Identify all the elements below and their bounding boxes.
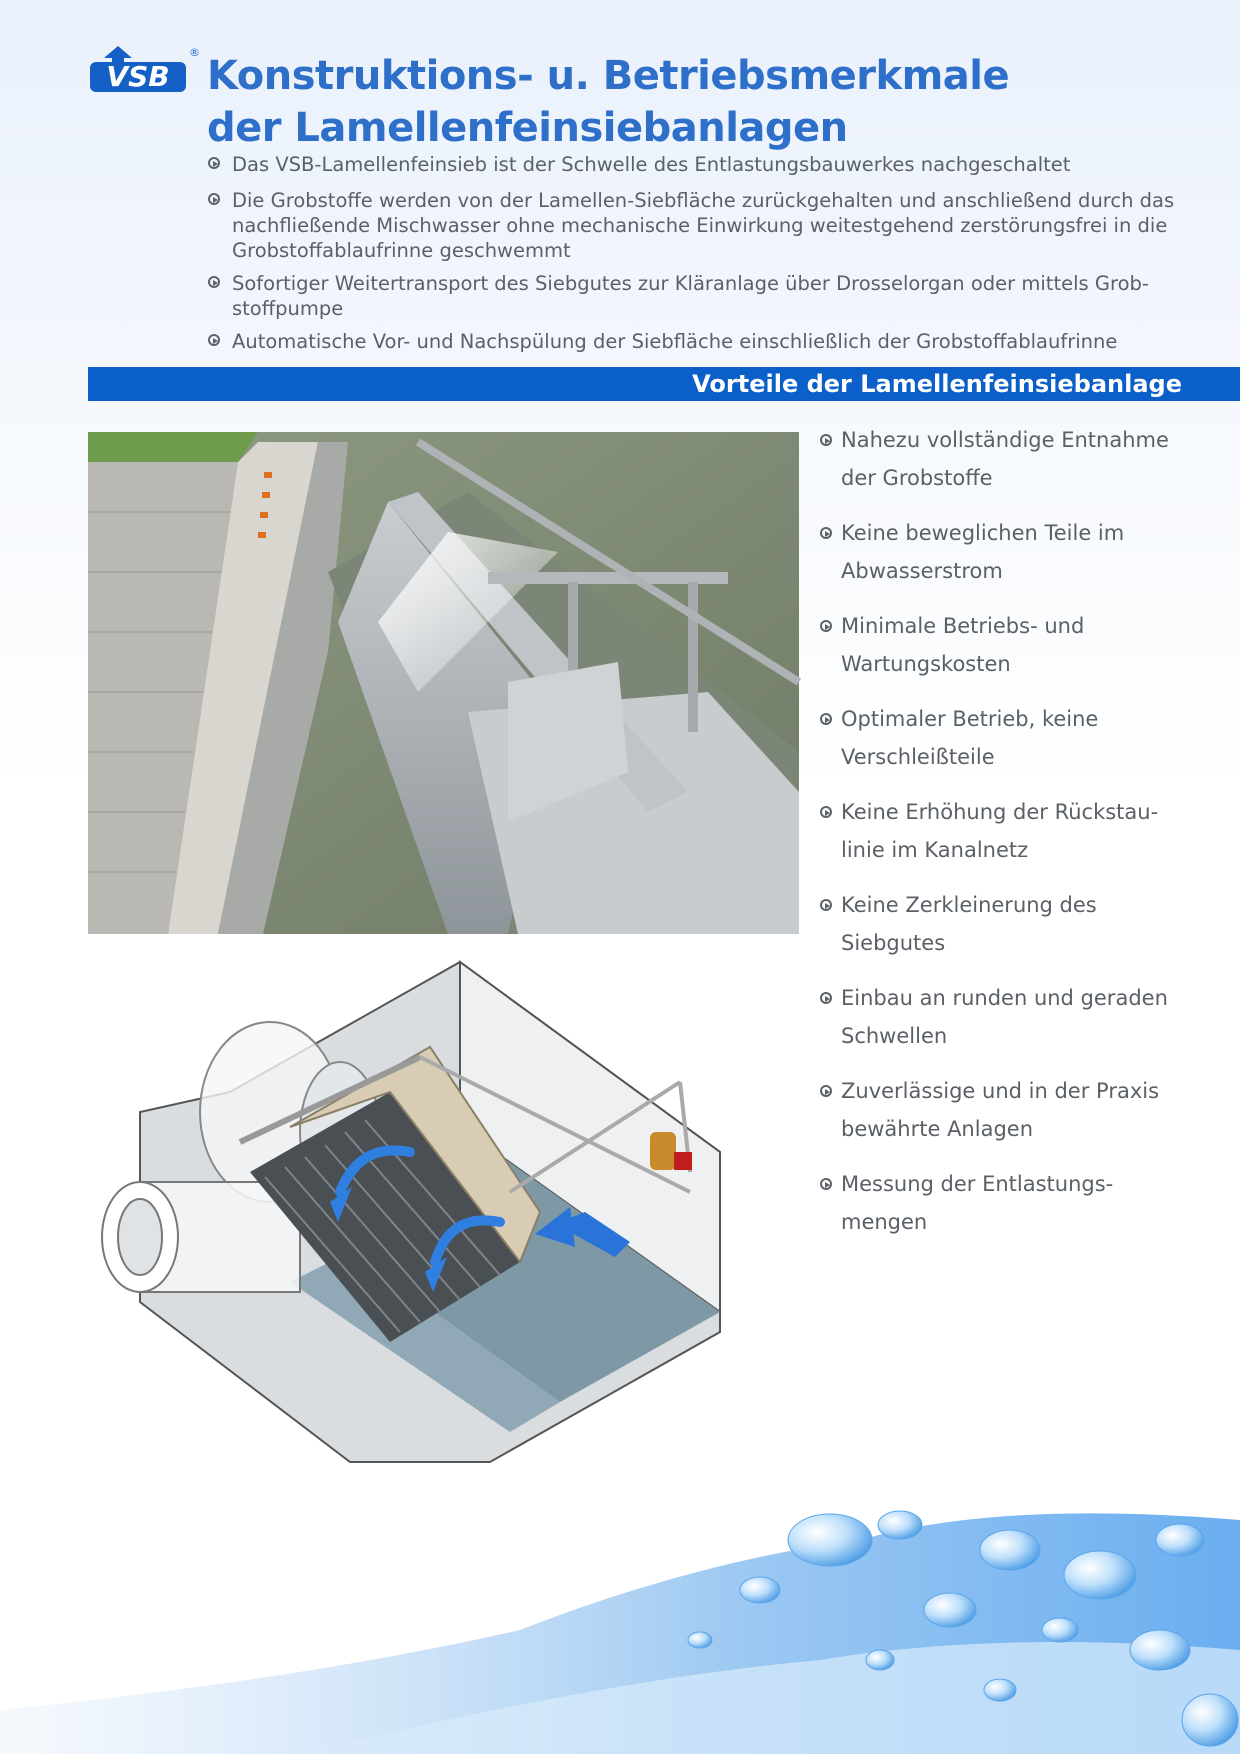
- feature-item: Sofortiger Weitertransport des Siebgutes zur Kläranlage über Drosselorgan oder mittels Grob-stoffpumpe: [208, 271, 1188, 321]
- title-line-1: Konstruktions- u. Betriebsmerkmale: [207, 53, 1010, 99]
- advantage-item: Keine Zerkleinerung des Siebgutes: [820, 887, 1190, 962]
- bullet-icon: [208, 193, 220, 205]
- logo-text: VSB: [106, 60, 170, 93]
- bullet-icon: [820, 527, 832, 539]
- bullet-icon: [820, 899, 832, 911]
- advantages-list: [820, 422, 1190, 1259]
- bullet-icon: [820, 713, 832, 725]
- advantage-item: Messung der Entlastungs-mengen: [820, 1166, 1190, 1241]
- advantage-item: Einbau an runden und geraden Schwellen: [820, 980, 1190, 1055]
- bullet-icon: [820, 1085, 832, 1097]
- advantage-item: Nahezu vollständige Entnahme der Grobstoffe: [820, 422, 1190, 497]
- bullet-icon: [208, 334, 220, 346]
- installation-photo: [88, 432, 799, 934]
- feature-item: Die Grobstoffe werden von der Lamellen-Siebfläche zurückgehalten und anschließend durch das nachfließende Mischwasser ohne mechanische Einwirkung weitestgehend zerstörungsfrei in die Grobstoffablaufrinne geschwemmt: [208, 188, 1188, 263]
- title-line-2: der Lamellenfeinsiebanlagen: [207, 105, 848, 151]
- features-list: [208, 152, 1188, 362]
- registered-mark: ®: [189, 46, 200, 59]
- advantage-item: Minimale Betriebs- und Wartungskosten: [820, 608, 1190, 683]
- bullet-icon: [820, 806, 832, 818]
- bullet-icon: [820, 992, 832, 1004]
- vsb-logo: [88, 44, 200, 96]
- bullet-icon: [820, 434, 832, 446]
- advantage-item: Optimaler Betrieb, keine Verschleißteile: [820, 701, 1190, 776]
- advantages-banner: Vorteile der Lamellenfeinsiebanlage: [88, 367, 1240, 401]
- feature-item: Automatische Vor- und Nachspülung der Siebfläche einschließlich der Grobstoffablaufrinne: [208, 329, 1188, 354]
- advantage-item: Zuverlässige und in der Praxis bewährte Anlagen: [820, 1073, 1190, 1148]
- advantage-item: Keine beweglichen Teile im Abwasserstrom: [820, 515, 1190, 590]
- bullet-icon: [820, 620, 832, 632]
- water-splash-decoration: [0, 1480, 1240, 1754]
- bullet-icon: [208, 276, 220, 288]
- advantage-item: Keine Erhöhung der Rückstau-linie im Kanalnetz: [820, 794, 1190, 869]
- bullet-icon: [820, 1178, 832, 1190]
- page-title: [207, 50, 1009, 154]
- feature-item: Das VSB-Lamellenfeinsieb ist der Schwelle des Entlastungsbauwerkes nachgeschaltet: [208, 152, 1188, 177]
- bullet-icon: [208, 157, 220, 169]
